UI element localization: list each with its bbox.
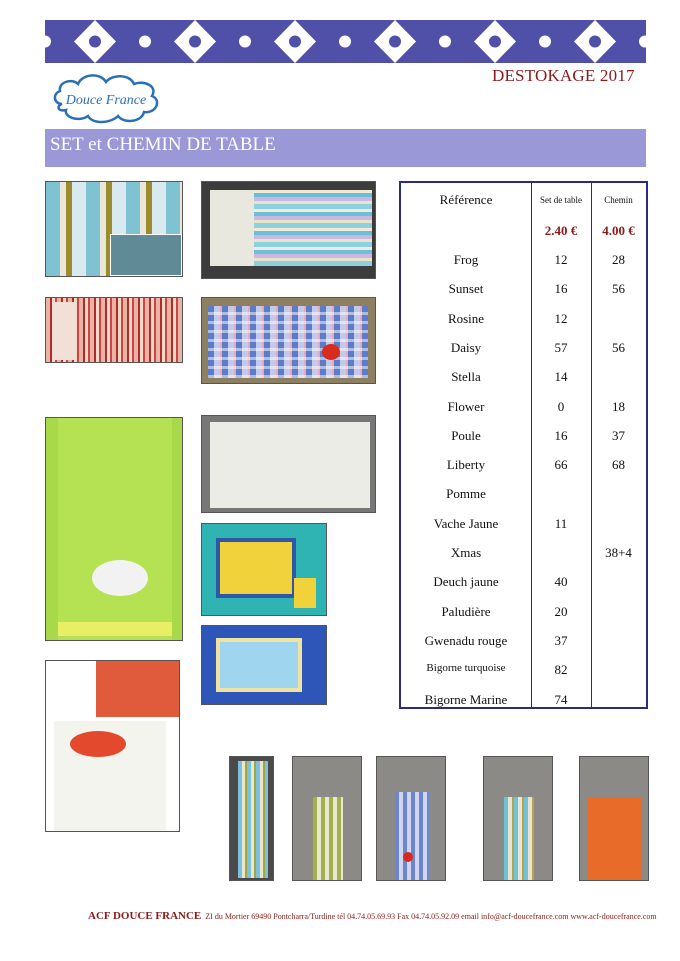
photo-chemin-orange — [579, 756, 649, 881]
photo-daisy-set — [201, 297, 376, 384]
reference-table — [399, 181, 648, 709]
row-name: Rosine — [447, 311, 485, 326]
footer-address: ZI du Mortier 69490 Pontcharra/Turdine tél 04.74.05.69.93 Fax 04.74.05.92.09 email info@acf-doucefrance.com www.acf-doucefrance.com — [205, 912, 657, 921]
photo-poule-chemin — [45, 417, 183, 641]
row-name: Stella — [451, 369, 481, 384]
row-set-qty: 12 — [554, 252, 568, 267]
row-chemin-qty: 18 — [612, 399, 625, 414]
row-set-qty: 57 — [554, 340, 568, 355]
footer — [88, 910, 657, 922]
photo-bigorne-marine-set — [201, 625, 327, 705]
row-name: Gwenadu rouge — [424, 633, 508, 648]
row-set-qty: 0 — [557, 399, 565, 414]
row-set-qty: 37 — [554, 633, 568, 648]
footer-company: ACF DOUCE FRANCE — [88, 910, 202, 922]
row-chemin-qty: 56 — [612, 281, 625, 296]
destockage-heading: DESTOKAGE 2017 — [492, 66, 635, 85]
row-name: Bigorne turquoise — [426, 662, 506, 674]
svg-text:Douce France: Douce France — [65, 93, 147, 108]
row-name: Liberty — [446, 457, 486, 472]
photo-rosine-set — [45, 297, 183, 363]
row-chemin-qty: 68 — [612, 457, 625, 472]
photo-chemin-stripes-2 — [483, 756, 553, 881]
row-set-qty: 20 — [554, 604, 568, 619]
row-name: Frog — [453, 252, 479, 267]
row-chemin-qty: 56 — [612, 340, 625, 355]
row-name: Deuch jaune — [433, 574, 499, 589]
photo-chemin-stripes-1 — [292, 756, 362, 881]
title-bar — [45, 129, 646, 167]
price-set: 2.40 € — [544, 223, 578, 238]
diamond-banner — [45, 20, 646, 63]
header-reference: Référence — [439, 192, 493, 207]
page-title: SET et CHEMIN DE TABLE — [50, 134, 276, 155]
row-name: Poule — [451, 428, 481, 443]
row-name: Xmas — [450, 545, 482, 560]
row-set-qty: 82 — [554, 662, 568, 677]
header-set: Set de table — [540, 195, 582, 205]
row-set-qty: 12 — [554, 311, 568, 326]
row-name: Bigorne Marine — [424, 692, 508, 707]
row-set-qty: 74 — [554, 692, 568, 707]
row-set-qty: 40 — [554, 574, 568, 589]
row-name: Flower — [447, 399, 485, 414]
photo-table-setting — [45, 660, 180, 832]
row-chemin-qty: 38+4 — [605, 545, 632, 560]
diamond-pattern — [45, 20, 646, 63]
row-set-qty: 16 — [554, 281, 568, 296]
row-name: Pomme — [446, 486, 486, 501]
photo-stella-set — [201, 415, 376, 513]
row-chemin-qty: 28 — [612, 252, 625, 267]
row-name: Sunset — [448, 281, 484, 296]
row-set-qty: 11 — [554, 516, 568, 531]
photo-vache-jaune-set — [201, 523, 327, 616]
douce-france-logo — [48, 70, 166, 126]
header-chemin: Chemin — [604, 195, 633, 205]
photo-sunset-set — [201, 181, 376, 279]
row-chemin-qty: 37 — [612, 428, 625, 443]
row-name: Vache Jaune — [433, 516, 499, 531]
row-set-qty: 14 — [554, 369, 568, 384]
price-chemin: 4.00 € — [602, 223, 635, 238]
row-name: Daisy — [450, 340, 482, 355]
photo-chemin-daisy — [376, 756, 446, 881]
row-name: Paludière — [441, 604, 491, 619]
row-set-qty: 16 — [554, 428, 568, 443]
photo-frog-set — [45, 181, 183, 277]
row-set-qty: 66 — [554, 457, 568, 472]
photo-chemin-rolled — [229, 756, 274, 881]
